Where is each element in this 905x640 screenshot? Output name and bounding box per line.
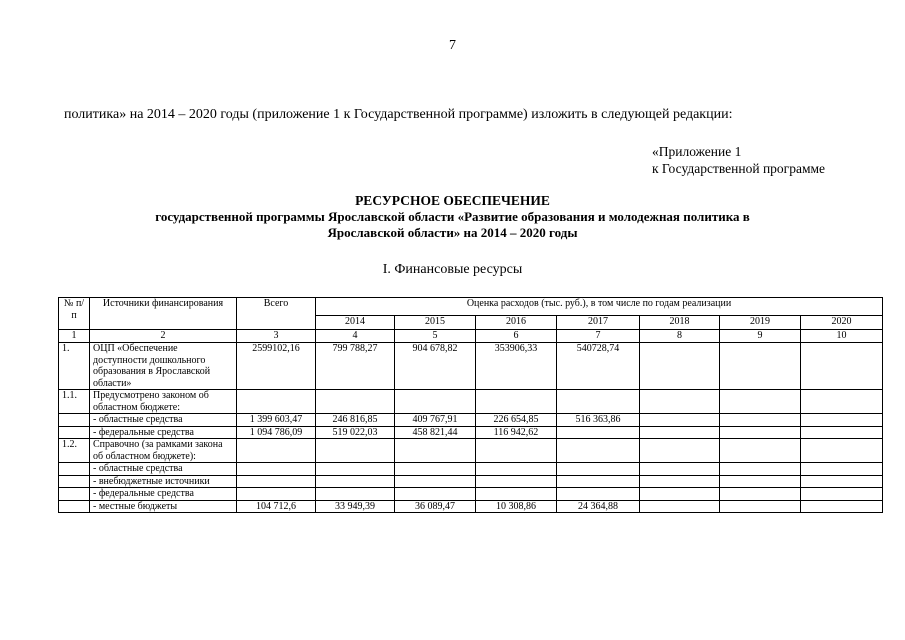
row-source: Справочно (за рамками закона об областном бюджете): <box>90 439 237 463</box>
table-row <box>59 390 883 414</box>
row-year-value <box>640 343 720 390</box>
column-index: 10 <box>801 330 883 343</box>
row-year-value <box>395 488 476 501</box>
row-year-value <box>720 426 801 439</box>
table-row <box>59 439 883 463</box>
row-year-value <box>720 343 801 390</box>
row-source: ОЦП «Обеспечение доступности дошкольного образования в Ярославской области» <box>90 343 237 390</box>
row-year-value <box>557 390 640 414</box>
table-header <box>59 298 883 343</box>
row-year-value <box>557 439 640 463</box>
row-year-value <box>801 475 883 488</box>
row-year-value: 36 089,47 <box>395 500 476 513</box>
column-index: 7 <box>557 330 640 343</box>
table-row <box>59 488 883 501</box>
column-index: 9 <box>720 330 801 343</box>
row-year-value: 519 022,03 <box>316 426 395 439</box>
row-year-value <box>720 488 801 501</box>
row-number <box>59 426 90 439</box>
header-year: 2014 <box>316 316 395 330</box>
title-main: РЕСУРСНОЕ ОБЕСПЕЧЕНИЕ <box>355 193 550 208</box>
row-number <box>59 488 90 501</box>
row-number <box>59 463 90 476</box>
row-year-value: 904 678,82 <box>395 343 476 390</box>
row-year-value: 516 363,86 <box>557 414 640 427</box>
column-index: 3 <box>237 330 316 343</box>
row-year-value: 33 949,39 <box>316 500 395 513</box>
row-year-value <box>395 475 476 488</box>
row-total <box>237 463 316 476</box>
row-year-value <box>316 488 395 501</box>
row-year-value <box>640 463 720 476</box>
appendix-label <box>652 143 825 177</box>
row-year-value <box>557 463 640 476</box>
row-year-value: 116 942,62 <box>476 426 557 439</box>
page-number: 7 <box>449 38 456 53</box>
row-year-value <box>476 488 557 501</box>
table-row <box>59 500 883 513</box>
column-index: 2 <box>90 330 237 343</box>
header-year: 2017 <box>557 316 640 330</box>
intro-text: политика» на 2014 – 2020 годы (приложение 1 к Государственной программе) изложить в следующей редакции: <box>64 107 733 122</box>
row-year-value <box>640 390 720 414</box>
header-num: № п/п <box>59 298 90 330</box>
header-source: Источники финансирования <box>90 298 237 330</box>
row-year-value: 24 364,88 <box>557 500 640 513</box>
row-year-value <box>476 463 557 476</box>
column-index: 4 <box>316 330 395 343</box>
row-year-value <box>801 500 883 513</box>
row-year-value <box>640 439 720 463</box>
row-year-value <box>801 390 883 414</box>
row-source: - областные средства <box>90 463 237 476</box>
row-year-value <box>720 390 801 414</box>
column-index: 8 <box>640 330 720 343</box>
header-year: 2015 <box>395 316 476 330</box>
column-index: 5 <box>395 330 476 343</box>
section-title: I. Финансовые ресурсы <box>382 262 523 277</box>
row-year-value <box>395 390 476 414</box>
row-year-value <box>801 439 883 463</box>
row-year-value <box>316 475 395 488</box>
row-year-value: 10 308,86 <box>476 500 557 513</box>
row-source: - областные средства <box>90 414 237 427</box>
row-year-value <box>801 343 883 390</box>
row-year-value: 409 767,91 <box>395 414 476 427</box>
row-year-value <box>801 426 883 439</box>
appendix-line-2: к Государственной программе <box>652 161 826 176</box>
row-year-value <box>720 500 801 513</box>
row-total: 2599102,16 <box>237 343 316 390</box>
row-year-value: 540728,74 <box>557 343 640 390</box>
table-body <box>59 343 883 513</box>
row-year-value: 458 821,44 <box>395 426 476 439</box>
row-year-value: 226 654,85 <box>476 414 557 427</box>
row-number <box>59 475 90 488</box>
header-year: 2020 <box>801 316 883 330</box>
header-year: 2019 <box>720 316 801 330</box>
row-source: Предусмотрено законом об областном бюджете: <box>90 390 237 414</box>
row-year-value: 246 816,85 <box>316 414 395 427</box>
row-year-value <box>720 475 801 488</box>
row-total: 1 094 786,09 <box>237 426 316 439</box>
row-year-value <box>557 475 640 488</box>
row-year-value: 799 788,27 <box>316 343 395 390</box>
table-row <box>59 463 883 476</box>
row-year-value <box>557 426 640 439</box>
row-source: - внебюджетные источники <box>90 475 237 488</box>
header-estimate: Оценка расходов (тыс. руб.), в том числе по годам реализации <box>316 298 883 316</box>
row-year-value <box>640 488 720 501</box>
table-row <box>59 343 883 390</box>
row-year-value <box>316 439 395 463</box>
column-index: 6 <box>476 330 557 343</box>
row-source: - федеральные средства <box>90 426 237 439</box>
row-number: 1.1. <box>59 390 90 414</box>
row-source: - местные бюджеты <box>90 500 237 513</box>
row-number <box>59 414 90 427</box>
header-year: 2018 <box>640 316 720 330</box>
row-year-value <box>640 500 720 513</box>
row-year-value <box>476 475 557 488</box>
document-title <box>0 192 905 241</box>
title-sub-2: Ярославской области» на 2014 – 2020 годы <box>327 225 578 240</box>
header-total: Всего <box>237 298 316 330</box>
row-total <box>237 488 316 501</box>
row-source: - федеральные средства <box>90 488 237 501</box>
row-year-value <box>640 426 720 439</box>
row-year-value <box>640 414 720 427</box>
table-row <box>59 426 883 439</box>
row-year-value <box>801 414 883 427</box>
row-year-value <box>557 488 640 501</box>
row-number <box>59 500 90 513</box>
row-year-value <box>316 463 395 476</box>
row-number: 1. <box>59 343 90 390</box>
row-year-value <box>395 463 476 476</box>
appendix-line-1: «Приложение 1 <box>652 144 742 159</box>
row-total: 104 712,6 <box>237 500 316 513</box>
row-total: 1 399 603,47 <box>237 414 316 427</box>
row-total <box>237 475 316 488</box>
row-total <box>237 439 316 463</box>
row-total <box>237 390 316 414</box>
row-year-value <box>640 475 720 488</box>
title-sub-1: государственной программы Ярославской области «Развитие образования и молодежная политика в <box>155 209 750 224</box>
table-row <box>59 475 883 488</box>
row-year-value <box>801 463 883 476</box>
row-year-value: 353906,33 <box>476 343 557 390</box>
row-year-value <box>720 463 801 476</box>
row-number: 1.2. <box>59 439 90 463</box>
header-year: 2016 <box>476 316 557 330</box>
column-index: 1 <box>59 330 90 343</box>
row-year-value <box>720 414 801 427</box>
resources-table <box>58 297 883 513</box>
row-year-value <box>395 439 476 463</box>
table-row <box>59 414 883 427</box>
row-year-value <box>316 390 395 414</box>
row-year-value <box>720 439 801 463</box>
row-year-value <box>476 439 557 463</box>
row-year-value <box>801 488 883 501</box>
row-year-value <box>476 390 557 414</box>
